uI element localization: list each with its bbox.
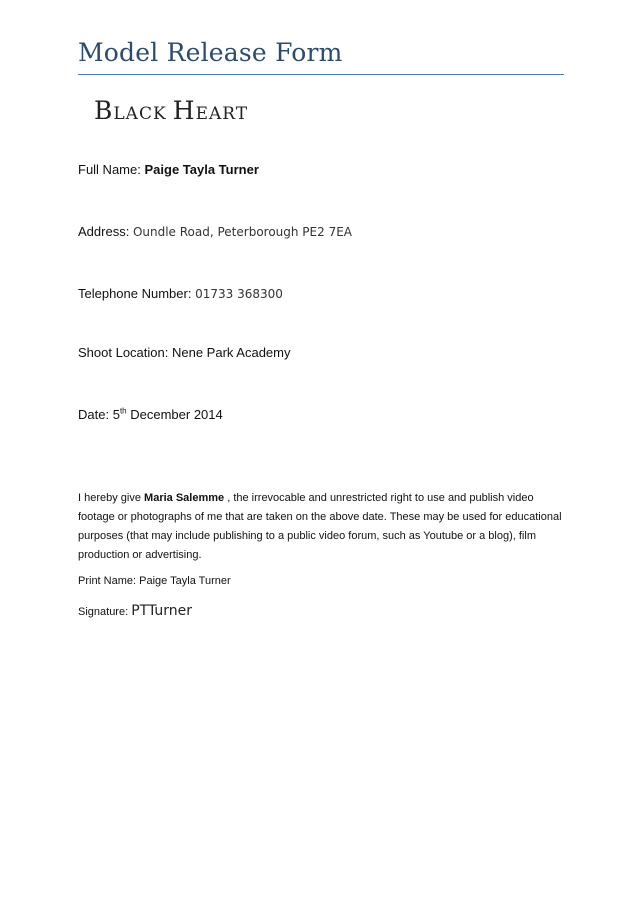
date-rest: December 2014 [130, 407, 223, 422]
print-name-value: Paige Tayla Turner [139, 575, 231, 587]
logo-text-lack: LACK [113, 104, 167, 124]
date-suffix: th [119, 406, 127, 416]
release-body: , the irrevocable and unrestricted right to use and publish video footage or photographs of me that are taken on the above date. These may be used for educational purposes (that may include publishing to a public video forum, such as Youtube or a blog), film production or advertising. [78, 492, 562, 561]
page-title: Model Release Form [78, 38, 343, 67]
date-day: 5 [112, 407, 120, 422]
location-label: Shoot Location: [78, 345, 169, 360]
release-paragraph [78, 489, 564, 565]
print-name-label: Print Name: [78, 575, 137, 587]
photographer-name: Maria Salemme [144, 492, 225, 504]
full-name-value: Paige Tayla Turner [144, 162, 259, 177]
signature-label: Signature: [78, 606, 129, 618]
date-field [78, 407, 223, 422]
address-label: Address: [78, 224, 130, 239]
signature-field [78, 603, 192, 619]
logo-letter-b: B [94, 96, 114, 125]
location-value: Nene Park Academy [171, 345, 291, 360]
title-divider [78, 74, 564, 75]
black-heart-logo [94, 96, 248, 140]
telephone-value: 01733 368300 [195, 287, 283, 301]
full-name-label: Full Name: [78, 162, 141, 177]
release-prefix: I hereby give [78, 492, 145, 504]
address-field [78, 224, 352, 239]
telephone-field [78, 286, 283, 301]
signature-value: PTTurner [131, 603, 193, 619]
address-value: Oundle Road, Peterborough PE2 7EA [132, 225, 353, 239]
location-field [78, 345, 291, 360]
full-name-field [78, 162, 259, 177]
logo-letter-h: H [172, 96, 196, 125]
print-name-field [78, 575, 231, 587]
date-label: Date: [78, 407, 110, 422]
telephone-label: Telephone Number: [78, 286, 192, 301]
logo-text-eart: EART [195, 104, 249, 124]
